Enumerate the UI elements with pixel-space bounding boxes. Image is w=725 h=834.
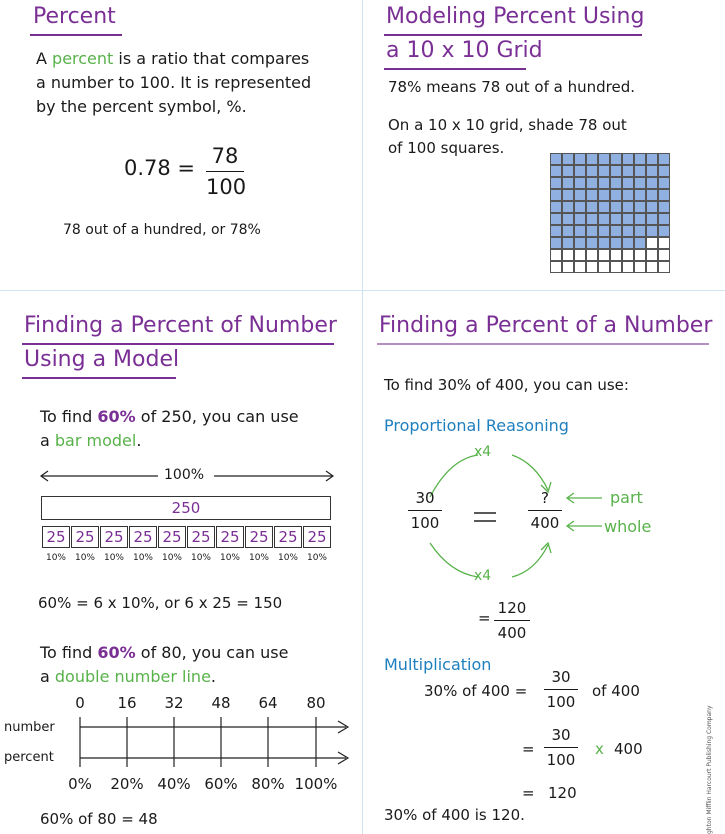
bar-cell-percent: 10%: [103, 553, 124, 563]
left-fraction: 30 100: [408, 489, 442, 532]
mult-line1-rhs: of 400: [592, 682, 640, 700]
grid-cell-shaded: [574, 153, 586, 165]
grid-cell-shaded: [562, 237, 574, 249]
grid-cell-empty: [622, 261, 634, 273]
grid-cell-shaded: [586, 165, 598, 177]
grid-cell-shaded: [622, 177, 634, 189]
grid-cell-shaded: [658, 153, 670, 165]
grid-cell-empty: [634, 249, 646, 261]
model-title-underline-2: [22, 377, 176, 379]
model-title-line2: Using a Model: [24, 347, 180, 372]
bar-cell-percent: 10%: [190, 553, 211, 563]
dnl-result: 60% of 80 = 48: [40, 810, 158, 828]
bar-model-bold-pct: 60%: [97, 407, 136, 426]
grid-cell-empty: [562, 249, 574, 261]
percent-term: percent: [52, 49, 114, 68]
model-title-underline-1: [22, 343, 334, 345]
grid-cell-shaded: [598, 225, 610, 237]
grid-cell-shaded: [658, 165, 670, 177]
grid-cell-shaded: [574, 189, 586, 201]
grid-cell-shaded: [586, 153, 598, 165]
bar-total-box: 250: [41, 496, 331, 520]
bar-cell: 25: [71, 526, 99, 548]
grid-cell-empty: [646, 249, 658, 261]
dnl-intro: To find 60% of 80, you can use a double number line.: [40, 643, 289, 686]
grid-cell-empty: [574, 261, 586, 273]
bar-cell: 25: [129, 526, 157, 548]
grid-cell-shaded: [634, 201, 646, 213]
grid-cell-shaded: [610, 165, 622, 177]
grid-cell-empty: [646, 237, 658, 249]
grid-cell-shaded: [622, 225, 634, 237]
grid-cell-shaded: [646, 153, 658, 165]
dnl-number-tick-label: 0: [75, 694, 85, 712]
dnl-percent-tick-label: 80%: [251, 775, 285, 793]
bar-cell-percent: 10%: [45, 553, 66, 563]
bar-total-pct: 100%: [164, 467, 205, 483]
grid-cell-shaded: [562, 189, 574, 201]
grid-cell-shaded: [610, 177, 622, 189]
grid-cell-shaded: [598, 213, 610, 225]
bottom-multiplier: x4: [474, 568, 492, 584]
dnl-percent-tick-label: 40%: [157, 775, 191, 793]
grid-cell-shaded: [586, 189, 598, 201]
grid-cell-shaded: [658, 213, 670, 225]
grid-cell-shaded: [562, 165, 574, 177]
grid-cell-shaded: [646, 201, 658, 213]
grid-cell-shaded: [574, 201, 586, 213]
grid-cell-shaded: [610, 237, 622, 249]
grid-cell-empty: [550, 249, 562, 261]
mult-times-sign: x: [595, 740, 604, 758]
bar-cell-percent: 10%: [248, 553, 269, 563]
grid-cell-shaded: [634, 165, 646, 177]
grid-cell-empty: [634, 261, 646, 273]
grid-cell-shaded: [562, 177, 574, 189]
bar-cell: 25: [216, 526, 244, 548]
number-conclusion: 30% of 400 is 120.: [384, 806, 525, 824]
mult-fraction-1: 30 100: [544, 668, 578, 711]
grid-cell-shaded: [550, 213, 562, 225]
grid-cell-empty: [646, 261, 658, 273]
top-multiplier: x4: [474, 444, 492, 460]
grid-cell-shaded: [574, 213, 586, 225]
grid-cell-shaded: [610, 213, 622, 225]
grid-cell-shaded: [622, 237, 634, 249]
bar-cell: 25: [187, 526, 215, 548]
grid-cell-empty: [586, 249, 598, 261]
number-intro: To find 30% of 400, you can use:: [384, 376, 629, 394]
double-number-line: [70, 715, 355, 775]
copyright-notice: ghton Mifflin Harcourt Publishing Company: [706, 705, 713, 834]
bar-cell-percent: 10%: [74, 553, 95, 563]
percent-definition: A percent is a ratio that compares a number to 100. It is represented by the percent symbol, %.: [36, 49, 312, 116]
dnl-term: double number line: [54, 667, 211, 686]
grid-cell-shaded: [622, 153, 634, 165]
part-whole-arrows: [564, 489, 606, 535]
bar-model-intro: To find 60% of 250, you can use a bar model.: [40, 407, 299, 450]
grid-cell-shaded: [622, 165, 634, 177]
mult-line3-rhs: 120: [548, 784, 577, 802]
grid-cell-shaded: [550, 225, 562, 237]
multiplication-heading: Multiplication: [384, 655, 492, 674]
grid-cell-empty: [658, 237, 670, 249]
mult-line3-eq: =: [522, 784, 535, 802]
result-fraction: 120 400: [494, 599, 530, 642]
grid-cell-empty: [574, 249, 586, 261]
grid-cell-empty: [598, 249, 610, 261]
grid-cell-shaded: [586, 177, 598, 189]
grid-cell-shaded: [550, 189, 562, 201]
bar-cell-percent: 10%: [277, 553, 298, 563]
proportional-heading: Proportional Reasoning: [384, 416, 569, 435]
grid-cell-shaded: [658, 177, 670, 189]
grid-cell-shaded: [658, 225, 670, 237]
dnl-percent-tick-label: 100%: [294, 775, 338, 793]
bar-cell: 25: [245, 526, 273, 548]
grid-cell-shaded: [598, 153, 610, 165]
percent-equation-lhs: 0.78 =: [124, 156, 196, 180]
number-title-underline: [377, 343, 709, 345]
bar-cell-percent: 10%: [219, 553, 240, 563]
bar-cell: 25: [100, 526, 128, 548]
grid-cell-shaded: [574, 177, 586, 189]
grid-cell-shaded: [550, 201, 562, 213]
grid-cell-shaded: [598, 165, 610, 177]
grid-cell-shaded: [598, 201, 610, 213]
grid-cell-shaded: [622, 201, 634, 213]
grid-cell-shaded: [646, 213, 658, 225]
bar-cell: 25: [274, 526, 302, 548]
mult-fraction-2: 30 100: [544, 726, 578, 769]
dnl-number-tick-label: 80: [306, 694, 326, 712]
grid-cell-empty: [610, 249, 622, 261]
right-fraction: ? 400: [528, 489, 562, 532]
dnl-number-tick-label: 48: [211, 694, 231, 712]
grid-cell-shaded: [658, 189, 670, 201]
grid-cell-shaded: [610, 189, 622, 201]
whole-label: whole: [604, 517, 652, 536]
grid-cell-shaded: [610, 225, 622, 237]
grid-cell-shaded: [550, 237, 562, 249]
grid-cell-empty: [562, 261, 574, 273]
grid-cell-shaded: [574, 165, 586, 177]
grid-cell-shaded: [562, 201, 574, 213]
grid-title-underline-1: [384, 34, 642, 36]
mult-line1-lhs: 30% of 400 =: [424, 682, 528, 700]
grid-cell-shaded: [634, 189, 646, 201]
dnl-percent-tick-label: 60%: [204, 775, 238, 793]
grid-cell-shaded: [658, 201, 670, 213]
dnl-percent-tick-label: 20%: [110, 775, 144, 793]
result-equals: =: [478, 609, 491, 627]
grid-cell-shaded: [586, 225, 598, 237]
grid-cell-empty: [658, 249, 670, 261]
grid-cell-shaded: [610, 201, 622, 213]
grid-cell-shaded: [634, 213, 646, 225]
bar-cell-percent: 10%: [306, 553, 327, 563]
grid-cell-shaded: [634, 237, 646, 249]
number-title: Finding a Percent of a Number: [379, 313, 713, 338]
percent-equation-fraction: 78 100: [206, 144, 247, 199]
grid-cell-empty: [622, 249, 634, 261]
bar-cell-percent: 10%: [161, 553, 182, 563]
grid-cell-shaded: [646, 177, 658, 189]
grid-cell-shaded: [646, 189, 658, 201]
grid-cell-shaded: [586, 237, 598, 249]
dnl-row-percent-label: percent: [4, 750, 54, 765]
percent-caption: 78 out of a hundred, or 78%: [63, 222, 261, 238]
grid-cell-empty: [586, 261, 598, 273]
grid-cell-shaded: [598, 177, 610, 189]
percent-title: Percent: [33, 4, 116, 29]
part-label: part: [610, 488, 643, 507]
grid-cell-shaded: [646, 165, 658, 177]
dnl-row-number-label: number: [4, 720, 55, 735]
grid-text-2: On a 10 x 10 grid, shade 78 out of 100 squares.: [388, 116, 627, 157]
bar-cell: 25: [303, 526, 331, 548]
mult-line2-eq: =: [522, 740, 535, 758]
grid-text-1: 78% means 78 out of a hundred.: [388, 78, 636, 96]
dnl-number-tick-label: 64: [258, 694, 278, 712]
grid-cell-shaded: [550, 165, 562, 177]
grid-cell-shaded: [598, 189, 610, 201]
grid-cell-shaded: [550, 153, 562, 165]
dnl-number-tick-label: 16: [117, 694, 137, 712]
dnl-bold-pct: 60%: [97, 643, 136, 662]
grid-cell-empty: [598, 261, 610, 273]
grid-cell-shaded: [562, 225, 574, 237]
grid-cell-empty: [550, 261, 562, 273]
grid-cell-shaded: [598, 237, 610, 249]
grid-cell-shaded: [622, 213, 634, 225]
bar-model-term: bar model: [54, 431, 137, 450]
grid-cell-shaded: [634, 225, 646, 237]
bar-cell: 25: [158, 526, 186, 548]
dnl-number-tick-label: 32: [164, 694, 184, 712]
grid-cell-shaded: [550, 177, 562, 189]
bar-cell-percent: 10%: [132, 553, 153, 563]
dnl-percent-tick-label: 0%: [68, 775, 92, 793]
grid-title-line2: a 10 x 10 Grid: [386, 38, 543, 63]
grid-cell-shaded: [634, 153, 646, 165]
horizontal-divider: [0, 290, 725, 291]
grid-title-line1: Modeling Percent Using: [386, 4, 645, 29]
mult-times-rhs: 400: [614, 740, 643, 758]
grid-cell-empty: [610, 261, 622, 273]
grid-cell-shaded: [634, 177, 646, 189]
grid-cell-shaded: [586, 201, 598, 213]
vertical-divider: [362, 0, 363, 834]
grid-cell-shaded: [610, 153, 622, 165]
model-title-line1: Finding a Percent of Number: [24, 313, 337, 338]
grid-cell-shaded: [562, 153, 574, 165]
grid-cell-empty: [658, 261, 670, 273]
grid-cell-shaded: [646, 225, 658, 237]
grid-title-underline-2: [384, 68, 526, 70]
bar-result: 60% = 6 x 10%, or 6 x 25 = 150: [38, 594, 283, 612]
hundred-grid: [550, 153, 670, 273]
bar-cell: 25: [42, 526, 70, 548]
grid-cell-shaded: [574, 225, 586, 237]
grid-cell-shaded: [574, 237, 586, 249]
grid-cell-shaded: [562, 213, 574, 225]
grid-cell-shaded: [622, 189, 634, 201]
percent-title-underline: [30, 34, 122, 36]
grid-cell-shaded: [586, 213, 598, 225]
